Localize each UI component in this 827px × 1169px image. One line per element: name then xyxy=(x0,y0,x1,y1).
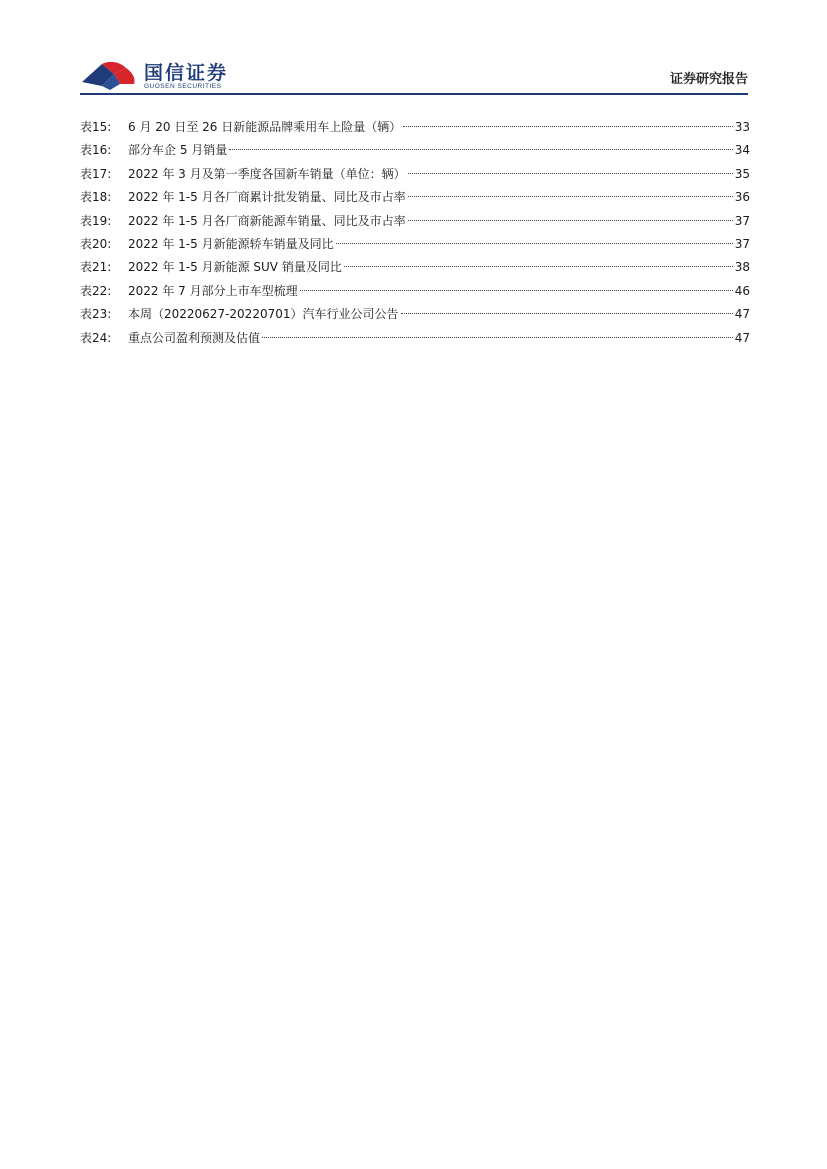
page-header xyxy=(80,54,748,94)
toc-entry-label: 表24: xyxy=(80,330,112,345)
toc-entry-page: 33 xyxy=(734,120,750,134)
toc-entry-label: 表19: xyxy=(80,213,112,228)
report-type-label: 证券研究报告 xyxy=(669,72,748,87)
toc-dot-leader xyxy=(401,313,733,314)
toc-entry-page: 34 xyxy=(734,143,750,158)
toc-entry-title: 2022 年 3 月及第一季度各国新车销量（单位：辆） xyxy=(128,166,406,181)
toc-entry[interactable] xyxy=(80,163,750,186)
toc-entry-title: 2022 年 1-5 月各厂商累计批发销量、同比及市占率 xyxy=(128,190,406,205)
toc-entry-label: 表22: xyxy=(80,283,112,298)
toc-entry-page: 47 xyxy=(734,307,750,322)
toc-dot-leader xyxy=(344,266,733,267)
toc-entry-page: 36 xyxy=(734,190,750,205)
toc-entry[interactable] xyxy=(80,116,750,139)
toc-entry-title: 部分车企 5 月销量 xyxy=(128,143,228,158)
toc-entry-page: 37 xyxy=(734,213,750,228)
toc-entry-label: 表21: xyxy=(80,260,112,275)
toc-entry-title: 2022 年 7 月部分上市车型梳理 xyxy=(128,283,298,298)
toc-entry[interactable] xyxy=(80,280,750,303)
toc-entry[interactable] xyxy=(80,327,750,350)
toc-dot-leader xyxy=(336,243,733,244)
toc-entry-page: 47 xyxy=(734,330,750,345)
toc-dot-leader xyxy=(408,220,733,221)
toc-entry-page: 35 xyxy=(734,166,750,181)
brand-name-cn: 国信证券 xyxy=(144,62,229,84)
toc-entry[interactable] xyxy=(80,210,750,233)
toc-entry-label: 表15: xyxy=(80,120,112,134)
toc-entry[interactable] xyxy=(80,139,750,162)
toc-dot-leader xyxy=(300,290,733,291)
toc-entry-label: 表23: xyxy=(80,307,112,322)
toc-dot-leader xyxy=(403,126,732,127)
toc-entry-label: 表17: xyxy=(80,166,112,181)
toc-entry-title: 本周（20220627-20220701）汽车行业公司公告 xyxy=(128,307,399,322)
toc-entry[interactable] xyxy=(80,256,750,279)
toc-entry-label: 表18: xyxy=(80,190,112,205)
header-divider xyxy=(80,93,748,95)
brand-name-en: GUOSEN SECURITIES xyxy=(144,83,222,90)
toc-entry-title: 6 月 20 日至 26 日新能源品牌乘用车上险量（辆） xyxy=(128,120,402,134)
toc-entry-label: 表16: xyxy=(80,143,112,158)
toc-dot-leader xyxy=(408,173,733,174)
toc-entry-title: 重点公司盈利预测及估值 xyxy=(128,330,261,345)
table-of-contents xyxy=(80,116,750,350)
toc-entry-title: 2022 年 1-5 月新能源轿车销量及同比 xyxy=(128,236,334,251)
guosen-logo-icon xyxy=(80,60,138,92)
toc-entry[interactable] xyxy=(80,186,750,209)
toc-dot-leader xyxy=(229,149,732,150)
toc-dot-leader xyxy=(408,196,733,197)
toc-entry-page: 37 xyxy=(734,236,750,251)
toc-entry[interactable] xyxy=(80,233,750,256)
toc-entry[interactable] xyxy=(80,303,750,326)
toc-entry-page: 38 xyxy=(734,260,750,275)
toc-entry-page: 46 xyxy=(734,283,750,298)
toc-dot-leader xyxy=(262,337,733,338)
toc-entry-title: 2022 年 1-5 月新能源 SUV 销量及同比 xyxy=(128,260,342,275)
toc-entry-title: 2022 年 1-5 月各厂商新能源车销量、同比及市占率 xyxy=(128,213,406,228)
toc-entry-label: 表20: xyxy=(80,236,112,251)
